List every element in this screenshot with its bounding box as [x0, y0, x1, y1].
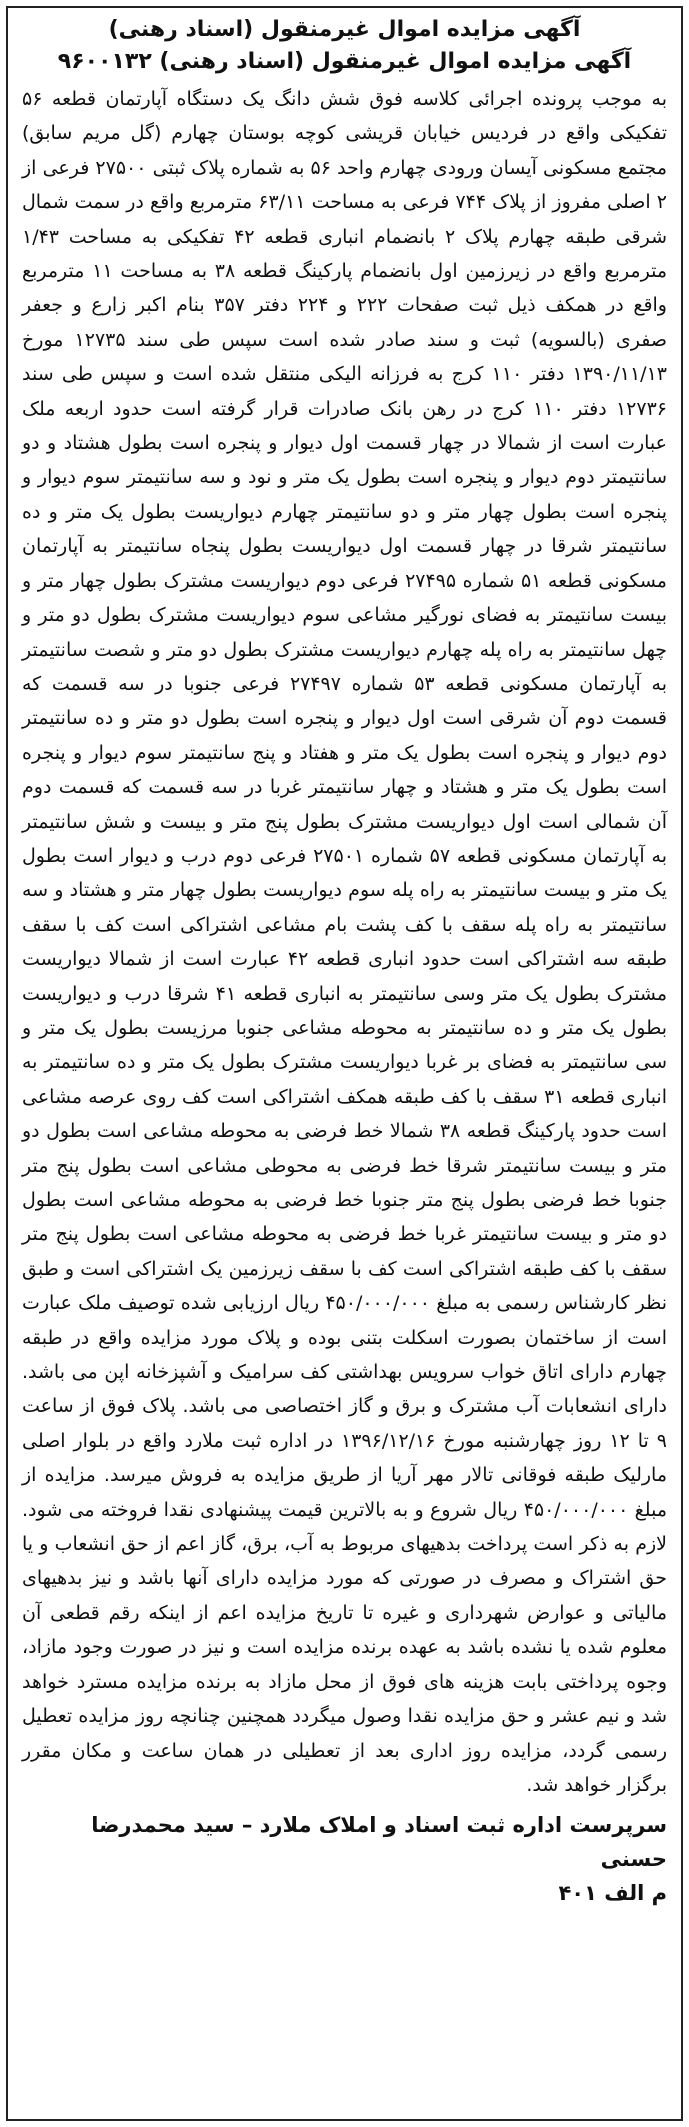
notice-title-primary: آگهی مزایده اموال غیرمنقول (اسناد رهنی) — [108, 17, 581, 42]
notice-body: به موجب پرونده اجرائی کلاسه فوق شش دانگ یک دستگاه آپارتمان قطعه ۵۶ تفکیکی واقع در فردیس خیابان قریشی کوچه بوستان چهارم (گل مریم سابق) مجتمع مسکونی آیسان ورودی چهارم واحد ۵۶ به شماره پلاک ثبتی ۲۷۵۰۰ فرعی از ۲ اصلی مفروز از پلاک ۷۴۴ فرعی به مساحت ۶۳/۱۱ مترمربع واقع در سمت شمال شرقی طبقه چهارم پلاک ۲ بانضمام انباری قطعه ۴۲ تفکیکی به مساحت ۱/۴۳ مترمربع واقع در زیرزمین اول بانضمام پارکینگ قطعه ۳۸ به مساحت ۱۱ مترمربع واقع در همکف ذیل ثبت صفحات ۲۲۲ و ۲۲۴ دفتر ۳۵۷ بنام اکبر زارع و جعفر صفری (بالسویه) ثبت و سند صادر شده است سپس طی سند ۱۲۷۳۵ مورخ ۱۳۹۰/۱۱/۱۳ دفتر ۱۱۰ کرج به فرزانه الیکی منتقل شده است و سپس طی سند ۱۲۷۳۶ دفتر ۱۱۰ کرج در رهن بانک صادرات قرار گرفته است حدود اربعه ملک عبارت است از شمالا در چهار قسمت اول دیوار و پنجره است بطول هشتاد و دو سانتیمتر دوم دیوار و پنجره است بطول یک متر و نود و سه سانتیمتر سوم دیوار و پنجره است بطول چهار متر و دو سانتیمتر چهارم دیواریست بطول یک متر و ده سانتیمتر شرقا در چهار قسمت اول دیواریست بطول پنجاه سانتیمتر به آپارتمان مسکونی قطعه ۵۱ شماره ۲۷۴۹۵ فرعی دوم دیواریست مشترک بطول چهار متر و بیست سانتیمتر به فضای نورگیر مشاعی سوم دیواریست مشترک بطول دو متر و چهل سانتیمتر به راه پله چهارم دیواریست مشترک بطول دو متر و شصت سانتیمتر به آپارتمان مسکونی قطعه ۵۳ شماره ۲۷۴۹۷ فرعی جنوبا در سه قسمت که قسمت دوم آن شرقی است اول دیوار و پنجره است بطول دو متر و ده سانتیمتر دوم دیوار و پنجره است بطول یک متر و هفتاد و پنج سانتیمتر سوم دیوار و پنجره است بطول یک متر و هشتاد و چهار سانتیمتر غربا در سه قسمت که قسمت دوم آن شمالی است اول دیواریست مشترک بطول پنج متر و بیست و شش سانتیمتر به آپارتمان مسکونی قطعه ۵۷ شماره ۲۷۵۰۱ فرعی دوم درب و دیوار است بطول یک متر و بیست سانتیمتر به راه پله سوم دیواریست بطول چهار متر و هشتاد و سه سانتیمتر به راه پله سقف با کف پشت بام مشاعی اشتراکی است کف با سقف طبقه سه اشتراکی است حدود انباری قطعه ۴۲ عبارت است از شمالا دیواریست مشترک بطول یک متر وسی سانتیمتر به انباری قطعه ۴۱ شرقا درب و دیواریست بطول یک متر و ده سانتیمتر به محوطه مشاعی جنوبا مرزیست بطول یک متر و سی سانتیمتر به فضای بر غربا دیواریست مشترک بطول یک متر و ده سانتیمتر به انباری قطعه ۳۱ سقف با کف طبقه همکف اشتراکی است کف روی عرصه مشاعی است حدود پارکینگ قطعه ۳۸ شمالا خط فرضی به محوطه مشاعی است بطول دو متر و بیست سانتیمتر شرقا خط فرضی به محوطی مشاعی است بطول پنج متر جنوبا خط فرضی بطول پنج متر جنوبا خط فرضی به محوطه مشاعی است بطول دو متر و بیست سانتیمتر غربا خط فرضی به محوطه مشاعی است بطول پنج متر سقف با کف طبقه اشتراکی است کف با سقف زیرزمین یک اشتراکی است و طبق نظر کارشناس رسمی به مبلغ ۴۵۰/۰۰۰/۰۰۰ ریال ارزیابی شده توصیف ملک عبارت است از ساختمان بصورت اسکلت بتنی بوده و پلاک مورد مزایده واقع در طبقه چهارم دارای اتاق خواب سرویس بهداشتی کف سرامیک و آشپزخانه اپن می باشد. دارای انشعابات آب مشترک و برق و گاز اختصاصی می باشد. پلاک فوق از ساعت ۹ تا ۱۲ روز چهارشنبه مورخ ۱۳۹۶/۱۲/۱۶ در اداره ثبت ملارد واقع در بلوار اصلی مارلیک طبقه فوقانی تالار مهر آریا از طریق مزایده به فروش میرسد. مزایده از مبلغ ۴۵۰/۰۰۰/۰۰۰ ریال شروع و به بالاترین قیمت پیشنهادی نقدا فروخته می شود. لازم به ذکر است پرداخت بدهیهای مربوط به آب، برق، گاز اعم از حق انشعاب و یا حق اشتراک و مصرف در صورتی که مورد مزایده دارای آنها باشد و نیز بدهیهای مالیاتی و عوارض شهرداری و غیره تا تاریخ مزایده اعم از اینکه رقم قطعی آن معلوم شده یا نشده باشد به عهده برنده مزایده است و نیز در صورت وجود مازاد، وجوه پرداختی بابت هزینه های فوق از محل مازاد به برنده مزایده مسترد خواهد شد و نیم عشر و حق مزایده نقدا وصول میگردد همچنین چنانچه روز مزایده تعطیل رسمی گردد، مزایده روز اداری بعد از تعطیلی در همان ساعت و مکان مقرر برگزار خواهد شد. — [22, 88, 668, 1796]
signature-line: سرپرست اداره ثبت اسناد و املاک ملارد – سید محمدرضا حسنی — [91, 1813, 667, 1872]
notice-title-secondary: آگهی مزایده اموال غیرمنقول (اسناد رهنی) ۹۶۰۰۱۳۲ — [57, 49, 632, 74]
reference-code: م الف ۴۰۱ — [558, 1881, 667, 1906]
auction-notice — [6, 6, 683, 2121]
